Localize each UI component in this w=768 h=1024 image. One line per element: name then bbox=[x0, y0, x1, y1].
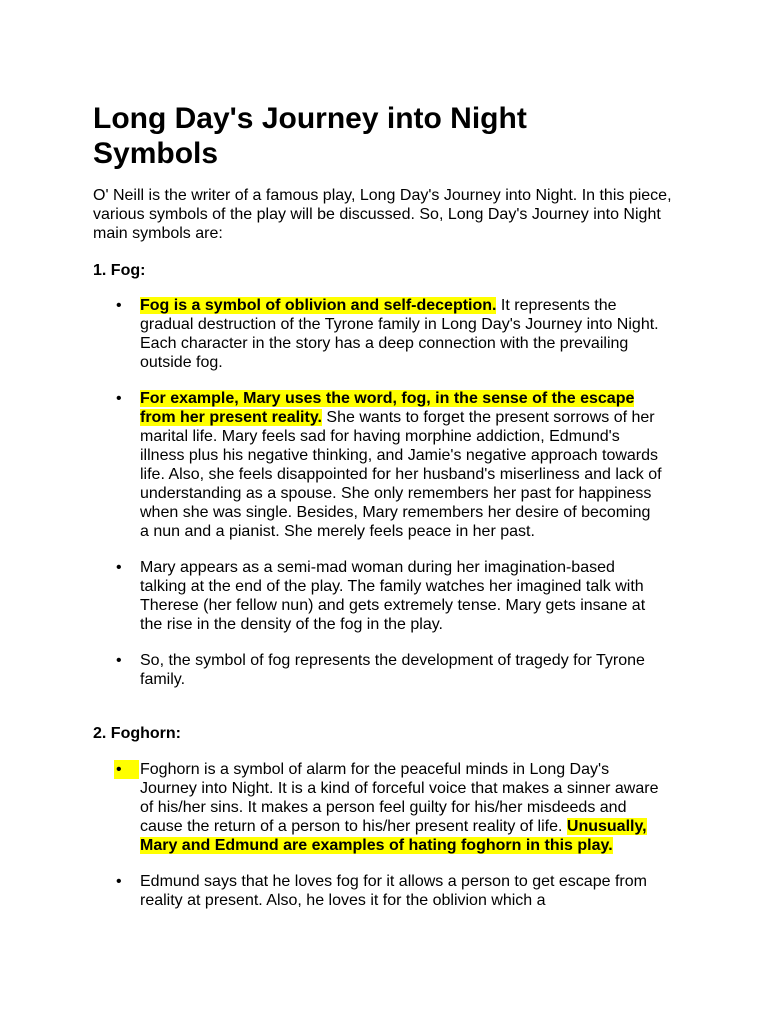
bullet-text bbox=[140, 760, 662, 855]
section-heading-foghorn: 2. Foghorn: bbox=[93, 725, 181, 742]
bullet-body: Edmund says that he loves fog for it allows a person to get escape from reality at present. Also, he loves it for the oblivion which a bbox=[140, 873, 647, 909]
list-item bbox=[0, 389, 768, 541]
highlighted-text: For example, Mary uses the word, fog, in the sense of the escape from her present reality. bbox=[140, 390, 635, 426]
bullet-body: Mary appears as a semi-mad woman during her imagination-based talking at the end of the play. The family watches her imagined talk with Therese (her fellow nun) and gets extremely tense. Mary gets insane at the rise in the density of the fog in the play. bbox=[140, 559, 646, 633]
bullet-text bbox=[140, 651, 662, 689]
bullet-icon: • bbox=[116, 652, 122, 669]
highlighted-text: Unusually, Mary and Edmund are examples of hating foghorn in this play. bbox=[140, 818, 647, 854]
list-item bbox=[0, 296, 768, 372]
document-title: Long Day's Journey into Night Symbols bbox=[93, 102, 527, 170]
highlighted-text: Fog is a symbol of oblivion and self-deception. bbox=[140, 297, 497, 314]
bullet-body: It represents the gradual destruction of the Tyrone family in Long Day's Journey into Night. Each character in the story has a deep connection with the prevailing outside fog. bbox=[140, 297, 659, 371]
bullet-text bbox=[140, 872, 662, 910]
intro-paragraph: O' Neill is the writer of a famous play, Long Day's Journey into Night. In this piece, various symbols of the play will be discussed. So, Long Day's Journey into Night main symbols are: bbox=[93, 187, 672, 242]
bullet-icon: • bbox=[116, 297, 122, 314]
bullet-icon: • bbox=[116, 559, 122, 576]
highlighted-bullet-icon: • bbox=[114, 760, 139, 779]
bullet-body: So, the symbol of fog represents the development of tragedy for Tyrone family. bbox=[140, 652, 645, 688]
list-item bbox=[0, 872, 768, 910]
foghorn-bullet-list bbox=[0, 760, 768, 927]
bullet-text bbox=[140, 558, 662, 634]
section-heading-fog: 1. Fog: bbox=[93, 262, 146, 279]
bullet-text bbox=[140, 296, 662, 372]
list-item bbox=[0, 558, 768, 634]
bullet-icon: • bbox=[116, 873, 122, 890]
list-item bbox=[0, 651, 768, 689]
bullet-body: She wants to forget the present sorrows of her marital life. Mary feels sad for having morphine addiction, Edmund's illness plus his negative thinking, and Jamie's negative approach towards life. Also, she feels disappointed for her husband's miserliness and lack of understanding as a spouse. She only remembers her past for happiness when she was single. Besides, Mary remembers her desire of becoming a nun and a pianist. She merely feels peace in her past. bbox=[140, 409, 662, 540]
bullet-icon: • bbox=[116, 390, 122, 407]
bullet-text bbox=[140, 389, 662, 541]
fog-bullet-list bbox=[0, 296, 768, 706]
list-item bbox=[0, 760, 768, 855]
bullet-body: Foghorn is a symbol of alarm for the peaceful minds in Long Day's Journey into Night. It is a kind of forceful voice that makes a sinner aware of his/her sins. It makes a person feel guilty for his/her misdeeds and cause the return of a person to his/her present reality of life. bbox=[140, 761, 659, 835]
